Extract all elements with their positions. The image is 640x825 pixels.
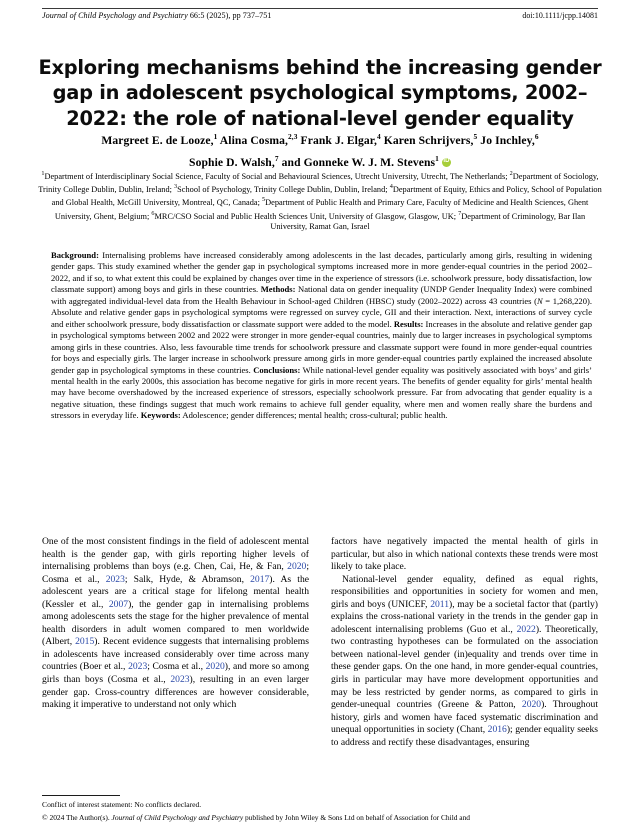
body-paragraph: [331, 536, 598, 574]
citation-link[interactable]: 2015: [75, 636, 95, 648]
abstract-conclusions-text: While national-level gender equality was positively associated with boys’ and girls’ mental health in the early 2000s, this association has become negative for girls in more recent years. The benefits of gender equality for girls’ mental health may have become overshadowed by the increased experience of stressors, especially schoolwork pressure. Far from advocating that gender equality is a negative situation, these findings suggest that much work remains to achieve full gender equality, where men and women really share the burdens and stressors in everyday life.: [51, 364, 592, 421]
author-line-1: [40, 128, 600, 150]
body-text: ), may be a societal factor that (partly) explains the cross-national variety in the trends in the gender gap in adolescent internalising problems (Guo et al.,: [331, 598, 598, 635]
abstract-methods-label: Methods:: [260, 284, 296, 295]
citation-link[interactable]: 2016: [487, 724, 507, 736]
abstract-keywords-label: Keywords:: [140, 410, 181, 421]
abstract-results-text: Increases in the absolute and relative gender gap in psychological symptoms between 2002 and 2022 were stronger in more gender-equal countries, mainly due to larger increases in psychological symptoms among girls in these countries. Also, less favourable time trends for schoolwork pressure and classmate support were found in more gender-equal countries for boys and especially girls. The larger increase in schoolwork pressure among girls in more gender-equal countries partly explained the increased absolute gender gap in psychological symptoms in these countries.: [51, 318, 592, 375]
affiliation-text: Department of Criminology, Bar Ilan University, Ramat Gan, Israel: [270, 211, 586, 231]
copyright-notice: [42, 813, 598, 823]
journal-reference: [42, 11, 271, 20]
body-paragraph: [331, 574, 598, 750]
affiliation-text: Department of Equity, Ethics and Policy, School of Population and Global Health, McGill University, Montreal, QC, Canada;: [51, 184, 602, 208]
body-text: National-level gender equality, defined as equal rights, responsibilities and opportunities in society for women and men, girls and boys (UNICEF,: [331, 573, 598, 610]
citation-link[interactable]: 2007: [108, 598, 129, 610]
running-head: [42, 8, 598, 20]
footnote-rule: [42, 795, 120, 796]
author-name: Margreet E. de Looze,: [101, 133, 214, 147]
author-name: Jo Inchley,: [477, 133, 535, 147]
body-text: ; Salk, Hyde, & Abramson,: [124, 573, 251, 585]
conflict-of-interest-footnote: [42, 795, 309, 810]
page-title: Exploring mechanisms behind the increasing gender gap in adolescent psychological symptoms, 2002–2022: the role of national-level gender equality: [38, 55, 602, 130]
affiliation-marker: 7: [458, 209, 462, 217]
body-text: ); gender equality seeks to address and rectify these disadvantages, ensuring: [331, 724, 598, 748]
author-affiliation-marker: 1: [435, 153, 439, 163]
citation-link[interactable]: 2011: [430, 598, 450, 610]
abstract-methods-text-b: = 1,268,220). Absolute and relative gender gaps in psychological symptoms were regressed on survey cycle, GII and their interaction. Next, interactions of survey cycle and either schoolwork pressure, body dissatisfaction or classmate support were added to the model.: [51, 295, 592, 329]
affiliation-marker: 6: [151, 209, 155, 217]
author-name: and Gonneke W. J. M. Stevens: [278, 155, 436, 169]
abstract-keywords-text: Adolescence; gender differences; mental health; cross-cultural; public health.: [180, 410, 448, 421]
body-text: factors have negatively impacted the mental health of girls in particular, but also in which national contexts these trends were most likely to take place.: [331, 536, 598, 573]
abstract-methods-text-a: National data on gender inequality (UNDP Gender Inequality Index) were combined with aggregated individual-level data from the Health Behaviour in School-aged Children (HBSC) study (2002–2022) across 43 countries (: [51, 284, 592, 306]
body-text: ). As the adolescent years are a critical stage for lifelong mental health (Kessler et al.,: [42, 573, 309, 610]
author-list: [40, 128, 600, 172]
body-column-right: [331, 536, 598, 786]
abstract: [51, 250, 592, 422]
affiliation-text: MRC/CSO Social and Public Health Sciences Unit, University of Glasgow, Glasgow, UK;: [154, 211, 459, 221]
body-text: ), resulting in an even larger gender gap. Cross-country differences are however considerable, making it imperative to understand not only which: [42, 674, 309, 711]
footnote-text: Conflict of interest statement: No conflicts declared.: [42, 800, 202, 809]
copyright-journal: Journal of Child Psychology and Psychiatry: [111, 813, 244, 822]
citation-link[interactable]: 2020: [521, 699, 542, 711]
author-affiliation-marker: 7: [274, 153, 279, 163]
journal-issue: 66:5 (2025), pp 737–751: [187, 11, 272, 20]
author-affiliation-marker: 6: [534, 132, 539, 141]
body-text: ). Theoretically, two contrasting hypotheses can be formulated on the association between national-level gender (in)equality and trends over time in these gender gaps. On the one hand, in more gender-equal countries, girls in particular may have more development opportunities and may be less restricted by gender norms, as compared to girls in gender-unequal countries (Greene & Patton,: [331, 623, 598, 711]
affiliation-text: Department of Sociology, Trinity College Dublin, Dublin, Ireland;: [38, 171, 599, 194]
orcid-id-icon[interactable]: [442, 158, 451, 167]
affiliation-marker: 2: [509, 170, 513, 177]
body-text: ), and more so among girls than boys (Cosma et al.,: [42, 661, 309, 686]
copyright-post: published by John Wiley & Sons Ltd on behalf of Association for Child and: [243, 813, 471, 822]
author-affiliation-marker: 2,3: [287, 132, 298, 141]
affiliation-text: Department of Interdisciplinary Social Science, Faculty of Social and Behavioural Sciences, Utrecht University, Utrecht, The Netherlands;: [44, 171, 510, 181]
affiliation-list: [36, 169, 604, 232]
affiliation-text: School of Psychology, Trinity College Dublin, Dublin, Ireland;: [177, 184, 390, 194]
citation-link[interactable]: 2017: [250, 573, 270, 585]
body-text: One of the most consistent findings in the field of adolescent mental health is the gender gap, with girls reporting higher levels of internalising problems than boys (e.g. Chen, Cai, He, & Fan,: [42, 536, 309, 573]
affiliation-marker: 3: [174, 183, 178, 191]
abstract-results-label: Results:: [393, 318, 424, 329]
citation-link[interactable]: 2023: [105, 573, 125, 585]
author-affiliation-marker: 1: [213, 132, 218, 141]
body-column-left: [42, 536, 309, 786]
author-affiliation-marker: 4: [376, 132, 381, 141]
author-name: Karen Schrijvers,: [380, 133, 474, 147]
affiliation-marker: 1: [41, 170, 45, 177]
abstract-sample-symbol: N: [536, 295, 543, 306]
affiliation-marker: 4: [389, 183, 393, 191]
author-name: Frank J. Elgar,: [297, 133, 377, 147]
author-affiliation-marker: 5: [473, 132, 478, 141]
body-text: ). Recent evidence suggests that internalising problems in adolescents have increased considerably over time across many countries (Boer et al.,: [42, 636, 309, 673]
author-name: Alina Cosma,: [217, 133, 288, 147]
body-text: ; Cosma et al.,: [147, 661, 206, 673]
citation-link[interactable]: 2020: [205, 661, 225, 673]
affiliation-marker: 5: [261, 196, 266, 204]
body-paragraph: [42, 536, 309, 712]
citation-link[interactable]: 2023: [128, 661, 148, 673]
body-text: ; Cosma et al.,: [42, 561, 309, 585]
body-text: ). Throughout history, girls and women have faced systematic discrimination and unequal opportunities in society (Chant,: [331, 699, 598, 736]
body-columns: [42, 536, 598, 786]
citation-link[interactable]: 2020: [287, 561, 307, 573]
affiliation-text: Department of Public Health and Primary Care, Faculty of Medicine and Health Sciences, Ghent University, Ghent, Belgium;: [54, 198, 589, 221]
journal-name: Journal of Child Psychology and Psychiatry: [42, 11, 188, 20]
author-name: Sophie D. Walsh,: [189, 155, 275, 169]
doi-link[interactable]: doi:10.1111/jcpp.14081: [522, 11, 598, 20]
abstract-background-label: Background:: [51, 250, 99, 260]
citation-link[interactable]: 2023: [170, 674, 190, 686]
citation-link[interactable]: 2022: [516, 623, 536, 635]
copyright-pre: © 2024 The Author(s).: [42, 813, 112, 822]
abstract-background-text: Internalising problems have increased considerably among adolescents in the last decades, particularly among girls, resulting in widening gender gaps. This study examined whether the gender gap in psychological symptoms increased more in more gender-equal countries in the period 2002–2022, and if so, to what extent this could be explained by changes over time in the experience of stressors (i.e. schoolwork pressure, body dissatisfaction, low classmate support) among boys and girls in these countries.: [51, 250, 592, 295]
body-text: ), the gender gap in internalising problems among adolescents sets the stage for the higher prevalence of mental health disorders in adult women compared to men worldwide (Albert,: [42, 598, 309, 648]
abstract-conclusions-label: Conclusions:: [253, 364, 301, 375]
